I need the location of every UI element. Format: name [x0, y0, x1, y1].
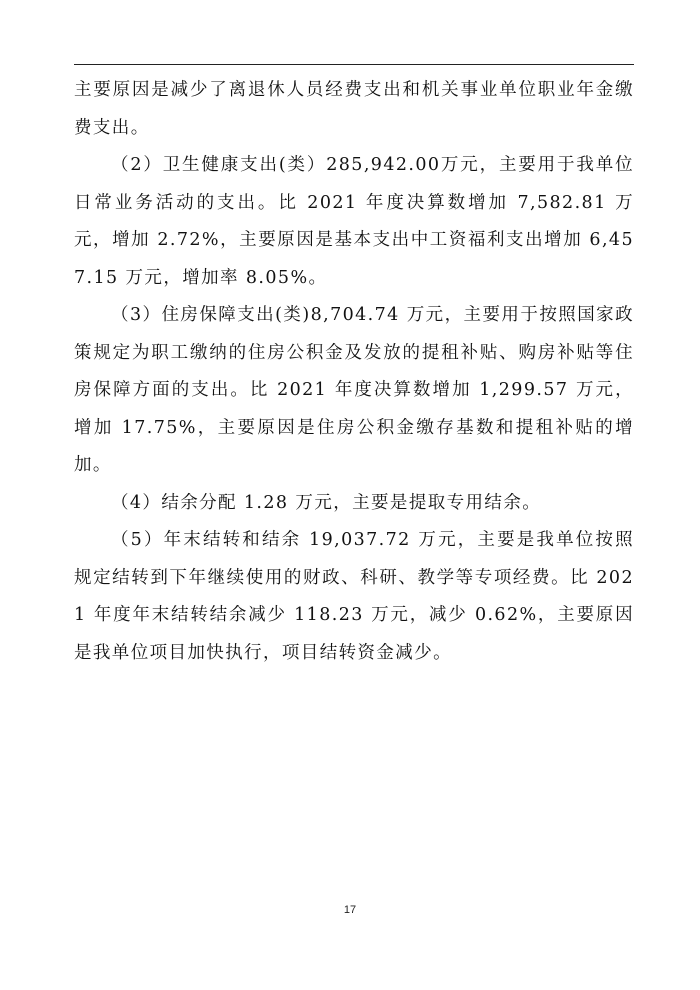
- page-number: 17: [343, 904, 357, 916]
- paragraph-surplus-distribution: （4）结余分配 1.28 万元，主要是提取专用结余。: [111, 492, 542, 513]
- header-rule: [74, 64, 634, 65]
- document-body: [74, 72, 634, 672]
- paragraph-health-expenditure: （2）卫生健康支出(类）285,942.00万元，主要用于我单位日常业务活动的支出。比 2021 年度决算数增加 7,582.81 万元，增加 2.72%，主要原因是基本支出中工资福利支出增加 6,457.15 万元，增加率 8.05%。: [74, 155, 634, 288]
- paragraph-continuation: 主要原因是减少了离退休人员经费支出和机关事业单位职业年金缴费支出。: [74, 80, 634, 138]
- paragraph-year-end-balance: （5）年末结转和结余 19,037.72 万元，主要是我单位按照规定结转到下年继续使用的财政、科研、教学等专项经费。比 2021 年度年末结转结余减少 118.23 万元，减少 0.62%，主要原因是我单位项目加快执行，项目结转资金减少。: [74, 530, 634, 663]
- paragraph-housing-expenditure: （3）住房保障支出(类)8,704.74 万元，主要用于按照国家政策规定为职工缴纳的住房公积金及发放的提租补贴、购房补贴等住房保障方面的支出。比 2021 年度决算数增加 1,299.57 万元，增加 17.75%，主要原因是住房公积金缴存基数和提租补贴的增加。: [74, 305, 634, 475]
